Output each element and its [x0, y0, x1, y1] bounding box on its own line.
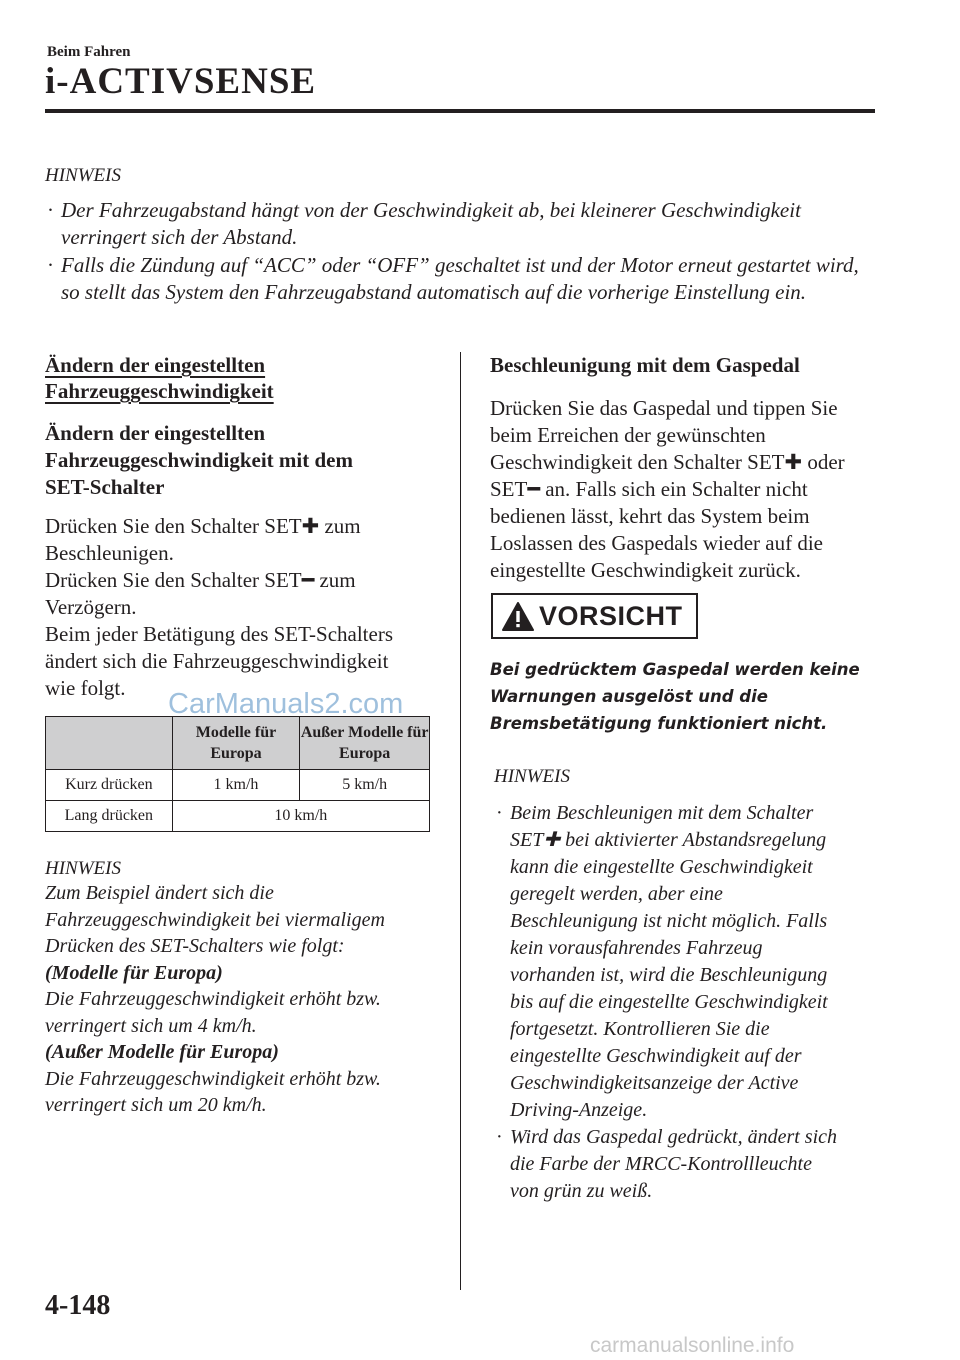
note-heading: HINWEIS: [494, 766, 570, 787]
right-column: [490, 352, 890, 584]
note-item: · Wird das Gaspedal gedrückt, ändert sich die Farbe der MRCC-Kontrollleuchte von grün zu weiß.: [494, 1124, 894, 1205]
instruction-text: Drücken Sie das Gaspedal und tippen Sie beim Erreichen der gewünschten Geschwindigkeit den Schalter SET✚ oder SET━ an. Falls sich ein Schalter nicht bedienen lässt, kehrt das System beim Loslassen des Gaspedals wieder auf die eingestellte Geschwindigkeit zurück.: [490, 396, 845, 582]
note-list: [494, 800, 894, 1205]
left-note: [45, 858, 435, 1119]
note-subheading: (Modelle für Europa): [45, 961, 223, 984]
instruction-text: Drücken Sie den Schalter SET✚ zum Beschleunigen. Drücken Sie den Schalter SET━ zum Verzögern. Beim jeder Betätigung des SET-Schalters ändert sich die Fahrzeuggeschwindigkeit wie folgt.: [45, 514, 393, 700]
subsection-heading: Ändern der eingestellten Fahrzeuggeschwindigkeit mit dem SET-Schalter: [45, 421, 353, 499]
footer-watermark: carmanualsonline.info: [590, 1334, 795, 1357]
table-header-non-europe: Außer Modelle für Europa: [300, 717, 430, 770]
note-item: · Falls die Zündung auf “ACC” oder “OFF” geschaltet ist und der Motor erneut gestartet wird, so stellt das System den Fahrzeugabstand automatisch auf die vorherige Einstellung ein.: [45, 252, 875, 305]
table-cell: 5 km/h: [300, 770, 430, 801]
section-label: Beim Fahren: [47, 44, 131, 60]
section-heading: Ändern der eingestellten Fahrzeuggeschwindigkeit: [45, 353, 274, 403]
left-column: [45, 352, 435, 1119]
table-row: [46, 770, 430, 801]
page-number: 4-148: [45, 1290, 111, 1321]
note-list: [45, 197, 875, 305]
warning-triangle-icon: [501, 601, 535, 633]
table-header-europe: Modelle für Europa: [172, 717, 300, 770]
top-note: [45, 165, 875, 305]
note-item: · Beim Beschleunigen mit dem Schalter SET✚ bei aktivierter Abstandsregelung kann die eingestellte Geschwindigkeit geregelt werden, aber eine Beschleunigung ist nicht möglich. Falls kein vorausfahrendes Fahrzeug vorhanden ist, wird die Beschleunigung bis auf die eingestellte Geschwindigkeit fortgesetzt. Kontrollieren Sie die eingestellte Geschwindigkeit auf der Geschwindigkeitsanzeige der Active Driving-Anzeige.: [494, 800, 894, 1124]
table-cell: 10 km/h: [172, 801, 429, 832]
table-header-blank: [46, 717, 173, 770]
watermark: CarManuals2.com: [168, 688, 404, 720]
right-note: [494, 766, 894, 1205]
note-heading: HINWEIS: [45, 858, 121, 879]
table-cell: Kurz drücken: [46, 770, 173, 801]
column-divider: [460, 352, 461, 1290]
caution-label: VORSICHT: [539, 601, 683, 631]
note-item: · Der Fahrzeugabstand hängt von der Geschwindigkeit ab, bei kleinerer Geschwindigkeit verringert sich der Abstand.: [45, 197, 875, 250]
table-cell: 1 km/h: [172, 770, 300, 801]
note-text: Die Fahrzeuggeschwindigkeit erhöht bzw. verringert sich um 20 km/h.: [45, 1067, 381, 1116]
note-heading: HINWEIS: [45, 165, 121, 186]
table-row: [46, 801, 430, 832]
caution-text: Bei gedrücktem Gaspedal werden keine Warnungen ausgelöst und die Bremsbetätigung funktioniert nicht.: [490, 660, 860, 733]
table-cell: Lang drücken: [46, 801, 173, 832]
section-heading: Beschleunigung mit dem Gaspedal: [490, 353, 800, 377]
note-text: Zum Beispiel ändert sich die Fahrzeuggeschwindigkeit bei viermaligem Drücken des SET-Schalters wie folgt:: [45, 882, 385, 957]
caution-box: [491, 593, 698, 639]
note-subheading: (Außer Modelle für Europa): [45, 1041, 279, 1063]
table-header-row: [46, 717, 430, 770]
speed-step-table: [45, 716, 430, 832]
chapter-title: i-ACTIVSENSE: [45, 61, 317, 102]
header-divider: [45, 109, 875, 113]
note-text: Die Fahrzeuggeschwindigkeit erhöht bzw. verringert sich um 4 km/h.: [45, 988, 381, 1037]
